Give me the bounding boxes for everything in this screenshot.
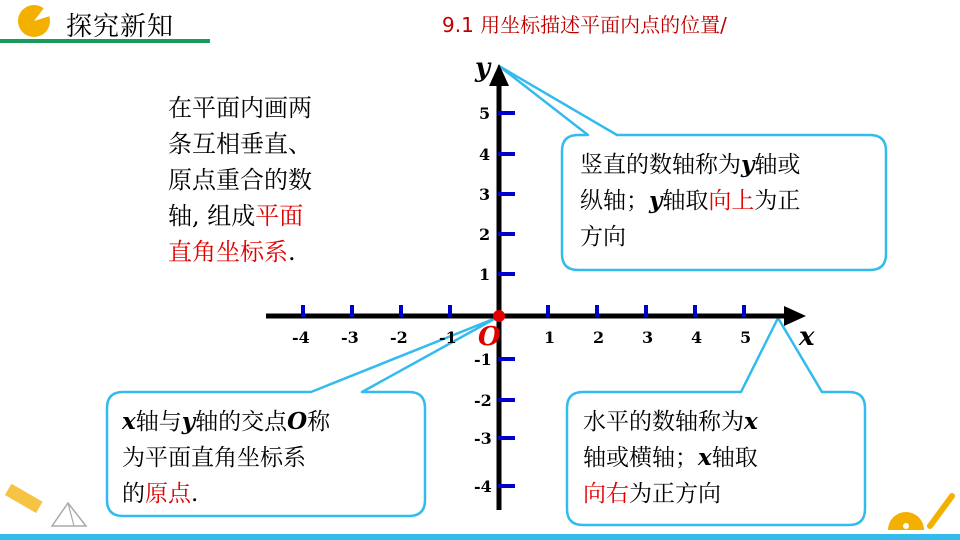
y-tick-marks <box>474 104 515 496</box>
callout-line <box>583 440 843 476</box>
intro-line: 原点重合的数 <box>168 166 312 194</box>
text-segment: 轴的交点 <box>195 409 288 435</box>
x-axis-label: x <box>799 322 815 352</box>
ruler-icon <box>5 484 43 513</box>
callout-line <box>122 404 412 440</box>
y-tick-label: -4 <box>474 477 492 496</box>
callout-origin-text <box>122 404 412 512</box>
origin-label: O <box>478 322 501 352</box>
intro-highlight: 直角坐标系 <box>168 238 288 266</box>
text-segment: 轴或 <box>754 152 801 178</box>
intro-text-segment: 轴, 组成 <box>168 202 256 230</box>
callout-line: 为平面直角坐标系 <box>122 445 306 471</box>
y-tick-label: -2 <box>474 391 492 410</box>
y-tick-label: 2 <box>479 225 491 244</box>
callout-line <box>583 476 843 512</box>
highlight-text: 原点 <box>145 481 191 507</box>
callout-line: 方向 <box>580 224 626 250</box>
section-title: 探究新知 <box>66 12 175 42</box>
variable-x: x <box>122 408 136 435</box>
y-axis-label: y <box>475 53 491 83</box>
pyramid-icon <box>52 503 86 526</box>
y-tick-label: 5 <box>479 104 491 123</box>
lesson-title: 9.1 用坐标描述平面内点的位置/ <box>442 13 727 37</box>
callout-line <box>122 476 412 512</box>
intro-line: 条互相垂直、 <box>168 130 312 158</box>
intro-line: 在平面内画两 <box>168 94 312 122</box>
text-segment: 为正方向 <box>629 481 721 507</box>
text-segment: 竖直的数轴称为 <box>580 152 741 178</box>
x-tick-label: -2 <box>390 328 408 347</box>
text-segment: 称 <box>307 409 331 435</box>
callout-x-text <box>583 404 843 512</box>
text-segment: 纵轴； <box>580 188 649 214</box>
callout-y-text <box>580 147 890 255</box>
text-segment: 的 <box>122 481 145 507</box>
x-tick-marks <box>292 305 751 347</box>
y-tick-label: -1 <box>474 350 492 369</box>
x-tick-label: 2 <box>593 328 605 347</box>
text-segment: 轴与 <box>135 409 182 435</box>
y-axis-arrow-icon <box>489 64 509 86</box>
x-tick-label: 4 <box>691 328 703 347</box>
origin-point <box>493 310 505 322</box>
variable-x: x <box>744 408 758 435</box>
callout-line <box>580 147 890 183</box>
variable-x: x <box>698 444 712 471</box>
text-segment: 轴取 <box>662 188 709 214</box>
x-tick-label: -4 <box>292 328 310 347</box>
variable-y: y <box>649 187 663 214</box>
text-segment: 水平的数轴称为 <box>583 409 744 435</box>
intro-text-segment: . <box>288 238 296 266</box>
highlight-text: 向右 <box>583 481 629 507</box>
text-segment: 为正 <box>754 188 801 214</box>
y-tick-label: 4 <box>479 145 491 164</box>
text-segment: . <box>191 481 199 507</box>
pencil-icon <box>930 496 952 526</box>
variable-y: y <box>741 151 755 178</box>
highlight-text: 向上 <box>708 188 755 214</box>
y-tick-label: 1 <box>479 265 491 284</box>
x-tick-label: 3 <box>642 328 654 347</box>
variable-o: O <box>287 408 308 435</box>
x-tick-label: 5 <box>740 328 752 347</box>
y-tick-label: 3 <box>479 185 491 204</box>
x-tick-label: -3 <box>341 328 359 347</box>
protractor-icon <box>888 512 924 530</box>
x-tick-label: -1 <box>439 328 457 347</box>
text-segment: 轴取 <box>711 445 758 471</box>
text-segment: 轴或横轴； <box>583 445 698 471</box>
callout-line <box>583 404 843 440</box>
variable-y: y <box>181 408 196 435</box>
footer-bar <box>0 534 960 540</box>
callout-line <box>580 183 890 219</box>
y-tick-label: -3 <box>474 429 492 448</box>
x-tick-label: 1 <box>544 328 556 347</box>
intro-highlight: 平面 <box>255 202 304 230</box>
